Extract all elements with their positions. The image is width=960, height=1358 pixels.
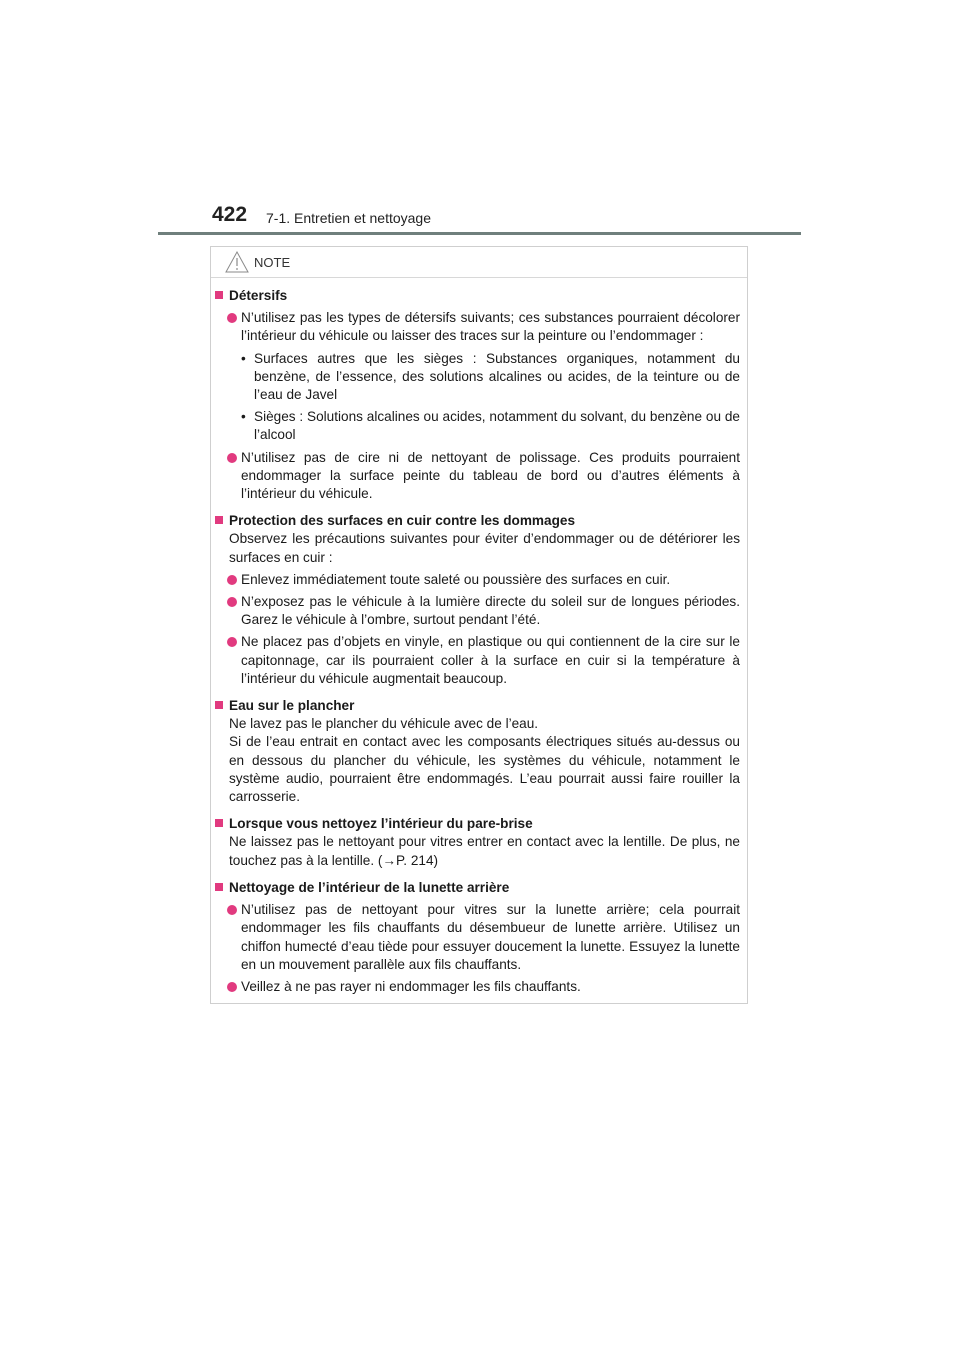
paragraph-text: Observez les précautions suivantes pour éviter d’endommager ou de détériorer les surfaces en cuir : — [229, 531, 740, 565]
section-title: 7-1. Entretien et nettoyage — [266, 210, 431, 226]
section-heading — [211, 879, 747, 897]
circle-bullet-icon — [227, 637, 237, 647]
page-header — [212, 203, 802, 235]
section-heading-text: Lorsque vous nettoyez l’intérieur du pare-brise — [229, 816, 533, 832]
section-heading — [211, 287, 747, 305]
bullet-item — [211, 309, 747, 345]
paragraph — [211, 733, 747, 806]
bullet-item — [211, 633, 747, 688]
square-bullet-icon — [215, 819, 223, 827]
circle-bullet-icon — [227, 453, 237, 463]
bullet-item — [211, 593, 747, 629]
square-bullet-icon — [215, 516, 223, 524]
note-header — [211, 247, 747, 278]
paragraph-text: Ne laissez pas le nettoyant pour vitres entrer en contact avec la lentille. De plus, ne touchez pas à la lentille. (→P. 214) — [229, 834, 740, 868]
sub-bullet-item — [211, 350, 747, 405]
bullet-text: N’utilisez pas les types de détersifs suivants; ces substances pourraient décolorer l’intérieur du véhicule ou laisser des traces sur la peinture ou l’endommager : — [241, 310, 740, 344]
circle-bullet-icon — [227, 313, 237, 323]
paragraph — [211, 715, 747, 733]
sub-bullet-text: Sièges : Solutions alcalines ou acides, notamment du solvant, du benzène ou de l’alcool — [254, 409, 740, 443]
header-rule — [158, 232, 801, 235]
page-number: 422 — [212, 203, 248, 226]
bullet-item — [211, 449, 747, 504]
bullet-text: N’utilisez pas de cire ni de nettoyant de polissage. Ces produits pourraient endommager la surface peinte du tableau de bord ou d’autres éléments à l’intérieur du véhicule. — [241, 449, 740, 502]
circle-bullet-icon — [227, 597, 237, 607]
sub-bullet-text: Surfaces autres que les sièges : Substances organiques, notamment du benzène, de l’essence, des solutions alcalines ou acides, de la teinture ou de l’eau de Javel — [254, 350, 740, 403]
section-heading-text: Eau sur le plancher — [229, 698, 355, 714]
section-heading-text: Nettoyage de l’intérieur de la lunette arrière — [229, 879, 510, 895]
paragraph — [211, 530, 747, 566]
square-bullet-icon — [215, 883, 223, 891]
section-heading — [211, 697, 747, 715]
bullet-text: Veillez à ne pas rayer ni endommager les fils chauffants. — [241, 978, 581, 994]
note-box — [210, 246, 748, 1004]
section-heading — [211, 512, 747, 530]
sub-bullet-marker: • — [241, 350, 246, 366]
paragraph-text: Ne lavez pas le plancher du véhicule avec de l’eau. — [229, 716, 539, 732]
bullet-text: Ne placez pas d’objets en vinyle, en plastique ou qui contiennent de la cire sur le capitonnage, car ils pourraient coller à la surface en cuir si la température à l’intérieur du véhicule augmentait beaucoup. — [241, 634, 740, 686]
circle-bullet-icon — [227, 575, 237, 585]
circle-bullet-icon — [227, 905, 237, 915]
bullet-item — [211, 901, 747, 974]
section-heading-text: Protection des surfaces en cuir contre les dommages — [229, 513, 576, 529]
bullet-item — [211, 571, 747, 589]
sub-bullet-marker: • — [241, 409, 246, 425]
paragraph — [211, 833, 747, 869]
section-heading — [211, 815, 747, 833]
square-bullet-icon — [215, 291, 223, 299]
bullet-item — [211, 978, 747, 996]
square-bullet-icon — [215, 701, 223, 709]
bullet-text: N’utilisez pas de nettoyant pour vitres sur la lunette arrière; cela pourrait endommager les fils chauffants du désembueur de lunette arrière. Utilisez un chiffon humecté d’eau tiède pour essuyer doucement la lunette. Essuyez la lunette en un mouvement parallèle aux fils chauffants. — [241, 902, 740, 972]
paragraph-text: Si de l’eau entrait en contact avec les composants électriques situés au-dessus ou en dessous du plancher du véhicule, les systèmes du véhicule, notamment le système audio, pourraient être endommagés. L’eau pourrait aussi faire rouiller la carrosserie. — [229, 734, 740, 805]
bullet-text: N’exposez pas le véhicule à la lumière directe du soleil sur de longues périodes. Garez le véhicule à l’ombre, surtout pendant l’été. — [241, 594, 740, 628]
circle-bullet-icon — [227, 982, 237, 992]
section-heading-text: Détersifs — [229, 288, 288, 303]
bullet-text: Enlevez immédiatement toute saleté ou poussière des surfaces en cuir. — [241, 571, 671, 587]
sub-bullet-item — [211, 408, 747, 444]
note-label: NOTE — [254, 255, 291, 270]
note-content — [211, 287, 747, 996]
warning-icon — [225, 251, 249, 273]
